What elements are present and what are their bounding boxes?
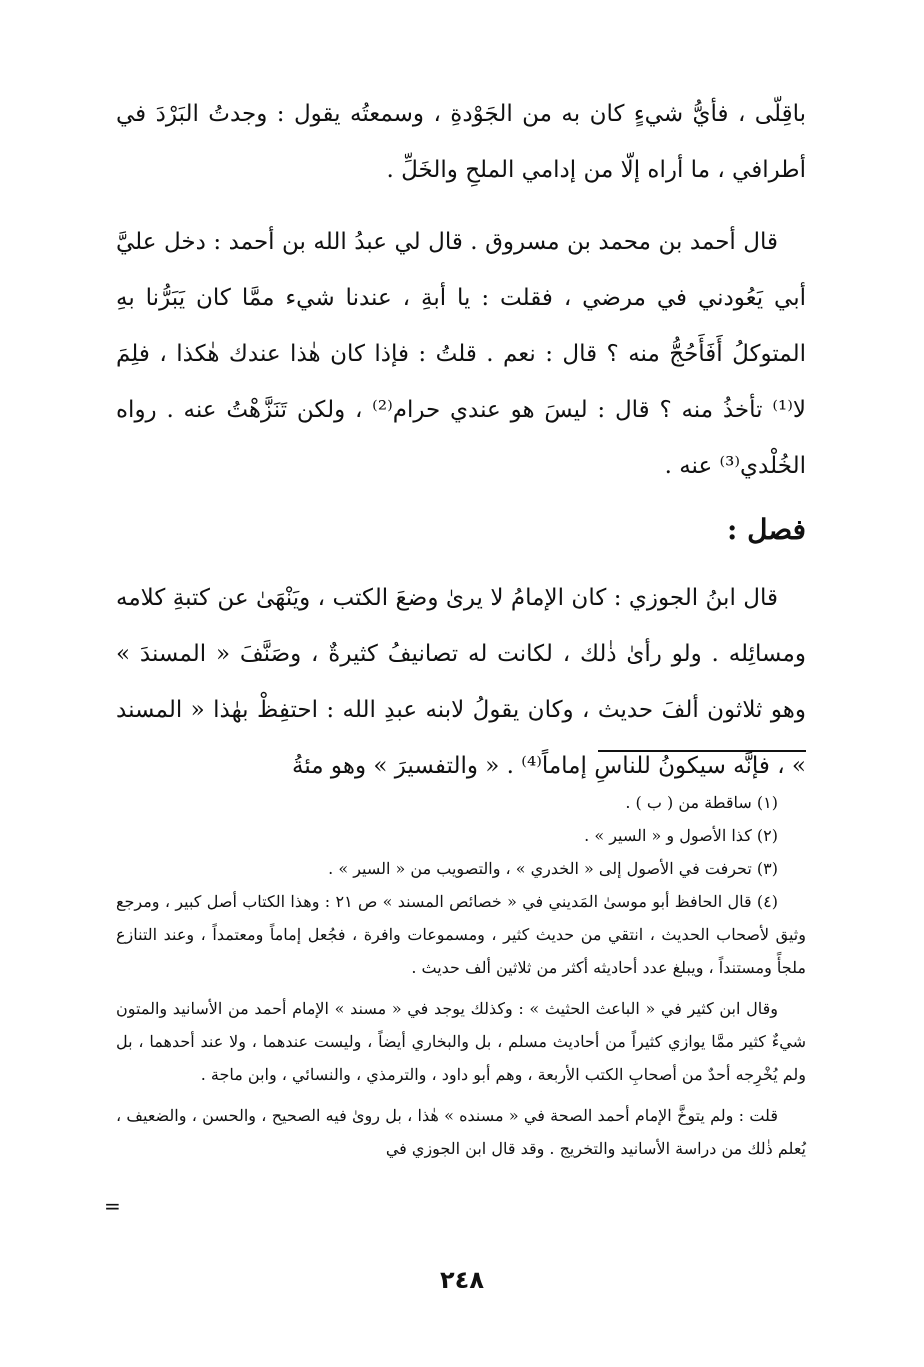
paragraph-2: قال أحمد بن محمد بن مسروق . قال لي عبدُ الله بن أحمد : دخل عليَّ أبي يَعُودني في مرضي ، فقلت : يا أبةِ ، عندنا شيء ممَّا كان يَبَرُّنا بهِ المتوكلُ أَفَأَحُجُّ منه ؟ قال : نعم . قلتُ : فإذا كان هٰذا عندك هٰكذا ، فلِمَ لا⁽¹⁾ تأخذُ منه ؟ قال : ليسَ هو عندي حرام⁽²⁾ ، ولكن تَنَزَّهْتُ عنه . رواه الخُلْدي⁽³⁾ عنه . <box>116 229 806 479</box>
footnote-4-continued-1: وقال ابن كثير في « الباعث الحثيث » : وكذلك يوجد في « مسند » الإمام أحمد من الأسانيد والمتون شيءٌ كثير ممَّا يوازي كثيراً من أحاديث مسلم ، بل والبخاري أيضاً ، وليست عندهما ، ولا عند أحدهما ، بل ولم يُخْرِجه أحدٌ من أصحابِ الكتب الأربعة ، وهم أبو داود ، والترمذي ، والنسائي ، وابن ماجة . <box>116 999 806 1084</box>
main-text <box>116 86 806 794</box>
paragraph-3: قال ابنُ الجوزي : كان الإمامُ لا يرىٰ وضعَ الكتب ، ويَنْهَىٰ عن كتبةِ كلامه ومسائِله . ولو رأىٰ ذٰلك ، لكانت له تصانيفُ كثيرةٌ ، وصَنَّفَ « المسندَ » وهو ثلاثون ألفَ حديث ، وكان يقولُ لابنه عبدِ الله : احتفِظْ بهٰذا « المسند » ، فإنَّه سيكونُ للناسِ إماماً⁽⁴⁾ . « والتفسيرَ » وهو مئةُ <box>116 585 806 779</box>
continuation-mark: = <box>104 1194 121 1218</box>
footnotes <box>116 786 806 1165</box>
page-number: ٢٤٨ <box>440 1266 484 1294</box>
paragraph-1: باقِلّى ، فأيُّ شيءٍ كان به من الجَوْدةِ ، وسمعتُه يقول : وجدتُ البَرْدَ في أطرافي ، ما أراه إلّا من إدامي الملحِ والخَلِّ . <box>116 101 806 183</box>
footnote-1: (١) ساقطة من ( ب ) . <box>625 793 778 812</box>
footnote-separator <box>598 750 806 752</box>
footnote-4: (٤) قال الحافظ أبو موسىٰ المَديني في « خصائص المسند » ص ٢١ : وهذا الكتاب أصل كبير ، ومرجع وثيق لأصحاب الحديث ، انتقي من حديث كثير ، ومسموعات وافرة ، فجُعل إماماً ومعتمداً ، وعند التنازع ملجأً ومستنداً ، ويبلغ عدد أحاديثه أكثر من ثلاثين ألف حديث . <box>116 892 806 977</box>
footnote-3: (٣) تحرفت في الأصول إلى « الخدري » ، والتصويب من « السير » . <box>328 859 778 878</box>
footnote-4-continued-2: قلت : ولم يتوخَّ الإمام أحمد الصحة في « مسنده » هٰذا ، بل روىٰ فيه الصحيح ، والحسن ، والضعيف ، يُعلم ذٰلك من دراسة الأسانيد والتخريج . وقد قال ابن الجوزي في <box>116 1106 806 1158</box>
section-heading: فصل : <box>727 513 806 546</box>
footnote-2: (٢) كذا الأصول و « السير » . <box>584 826 778 845</box>
